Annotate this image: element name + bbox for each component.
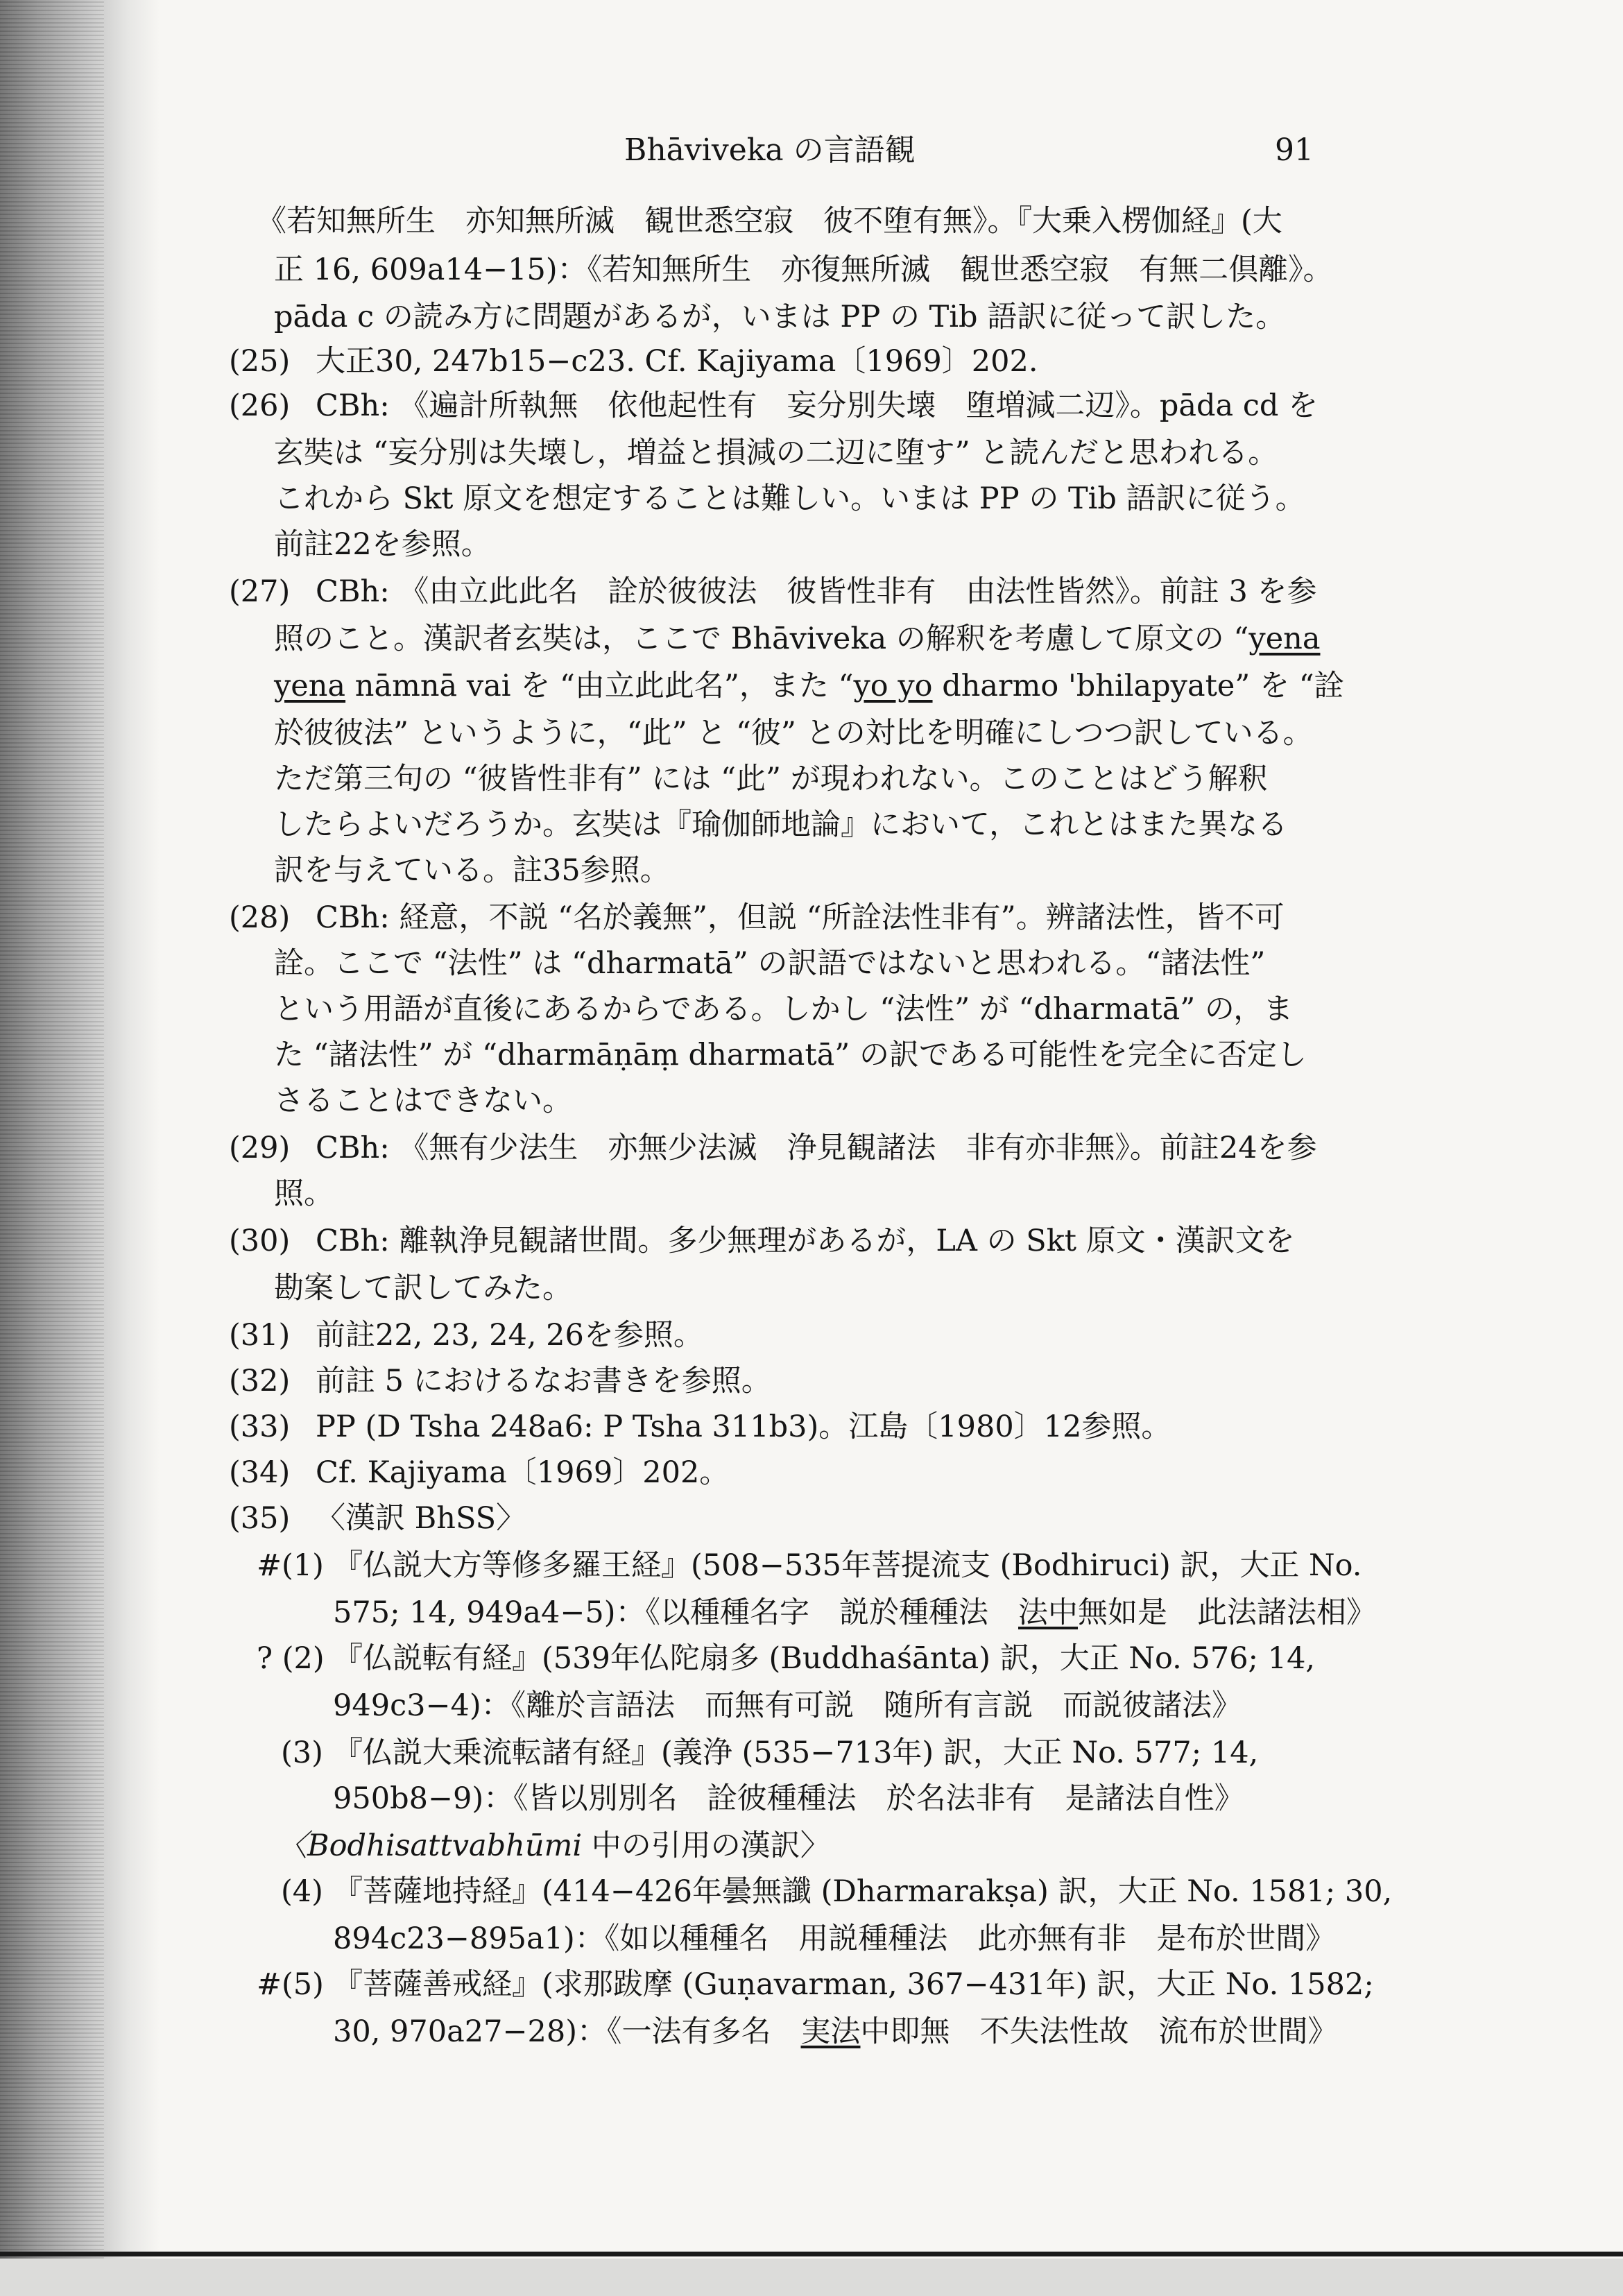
item-marker: ? (2) <box>257 1641 325 1676</box>
text-line <box>274 620 1320 658</box>
page-number: 91 <box>1275 132 1314 168</box>
text-line: 於彼彼法” というように，“此” と “彼” との対比を明確にしつつ訳している。 <box>274 716 1313 751</box>
text-line: 訳を与えている。註35参照。 <box>274 853 670 888</box>
text-line: CBh: 《由立此此名 詮於彼彼法 彼皆性非有 由法性皆然》。前註 3 を参 <box>316 574 1317 609</box>
text-line: という用語が直後にあるからである。しかし “法性” が “dharmatā” の，ま <box>274 992 1294 1027</box>
text-line: 894c23−895a1)：《如以種種名 用説種種法 此亦無有非 是布於世間》 <box>333 1921 1336 1956</box>
text-line: CBh: 《遍計所執無 依他起性有 妄分別失壊 堕増減二辺》。pāda cd を <box>316 388 1319 423</box>
scan-bottom-band <box>0 2259 1623 2296</box>
text-line: pāda c の読み方に問題があるが，いまは PP の Tib 語訳に従って訳した。 <box>274 300 1286 334</box>
item-marker: #(5) <box>257 1967 324 2002</box>
item-marker: (3) <box>281 1736 323 1770</box>
text-line: ただ第三句の “彼皆性非有” には “此” が現われない。このことはどう解釈 <box>274 762 1268 796</box>
underlined-term: 実法 <box>800 2014 861 2049</box>
footnote-number: (29) <box>229 1131 291 1165</box>
text-span: nāmnā vai を “由立此此名”，また “ <box>345 669 854 703</box>
text-line: CBh: 離執浄見観諸世間。多少無理があるが，LA の Skt 原文・漢訳文を <box>316 1224 1295 1258</box>
footnote-number: (30) <box>229 1224 291 1258</box>
text-line: 大正30, 247b15−c23. Cf. Kajiyama〔1969〕202. <box>316 344 1038 379</box>
text-line: 詮。ここで “法性” は “dharmatā” の訳語ではないと思われる。“諸法性” <box>274 946 1266 981</box>
underlined-term: yena <box>274 669 346 703</box>
text-line: 勘案して訳してみた。 <box>274 1271 572 1305</box>
text-line: た “諸法性” が “dharmāṇāṃ dharmatā” の訳である可能性を完全に否定し <box>274 1038 1307 1072</box>
text-line: PP (D Tsha 248a6: P Tsha 311b3)。江島〔1980〕12参照。 <box>316 1410 1171 1444</box>
text-line: 『菩薩地持経』(414−426年曇無讖 (Dharmarakṣa) 訳，大正 No. 1581; 30, <box>333 1874 1393 1909</box>
item-marker: #(1) <box>257 1548 324 1583</box>
text-span: 中の引用の漢訳〉 <box>582 1828 830 1863</box>
text-line: 『菩薩善戒経』(求那跋摩 (Guṇavarman, 367−431年) 訳，大正 No. 1582; <box>333 1967 1374 2002</box>
text-line: 《若知無所生 亦知無所滅 観世悉空寂 彼不堕有無》。『大乗入楞伽経』(大 <box>257 204 1282 239</box>
text-line: 〈漢訳 BhSS〉 <box>316 1501 526 1536</box>
text-span: 中即無 不失法性故 流布於世間》 <box>860 2014 1338 2049</box>
text-line: CBh: 《無有少法生 亦無少法滅 浄見観諸法 非有亦非無》。前註24を参 <box>316 1131 1317 1165</box>
text-line: さることはできない。 <box>274 1083 572 1118</box>
footnote-number: (35) <box>229 1501 291 1536</box>
underlined-term: 法中 <box>1018 1595 1079 1630</box>
text-line <box>277 1827 830 1865</box>
text-span: 無如是 此法諸法相》 <box>1078 1595 1377 1630</box>
text-line: 照。 <box>274 1176 334 1211</box>
text-line: 前註22を参照。 <box>274 527 491 562</box>
footnote-number: (34) <box>229 1455 291 1490</box>
text-span: dharmo 'bhilapyate” を “詮 <box>932 669 1344 703</box>
text-line: 『仏説大乗流転諸有経』(義浄 (535−713年) 訳，大正 No. 577; 14, <box>333 1736 1259 1770</box>
text-span: 〈Bodhisattvabhūmi <box>277 1828 583 1863</box>
underlined-term: yena <box>1248 622 1321 656</box>
text-line: 玄奘は “妄分別は失壊し，増益と損減の二辺に堕す” と読んだと思われる。 <box>274 436 1278 470</box>
spine-grain <box>0 0 104 2296</box>
footnote-number: (31) <box>229 1318 291 1353</box>
text-line: 950b8−9)：《皆以別別名 詮彼種種法 於名法非有 是諸法自性》 <box>333 1781 1244 1816</box>
text-line <box>274 667 1344 705</box>
text-line: したらよいだろうか。玄奘は『瑜伽師地論』において，これとはまた異なる <box>274 807 1288 842</box>
footnote-number: (26) <box>229 388 291 423</box>
text-line: 『仏説大方等修多羅王経』(508−535年菩提流支 (Bodhiruci) 訳，大正 No. <box>333 1548 1362 1583</box>
text-line: 949c3−4)：《離於言語法 而無有可説 随所有言説 而説彼諸法》 <box>333 1688 1242 1723</box>
text-span: 575; 14, 949a4−5)：《以種種名字 説於種種法 <box>333 1595 1019 1630</box>
bottom-rule <box>0 2252 1623 2256</box>
text-line: 正 16, 609a14−15)：《若知無所生 亦復無所滅 観世悉空寂 有無二倶離》。 <box>274 252 1333 287</box>
text-line: 『仏説転有経』(539年仏陀扇多 (Buddhaśānta) 訳，大正 No. 576; 14, <box>333 1641 1316 1676</box>
footnote-number: (33) <box>229 1410 291 1444</box>
item-marker: (4) <box>281 1874 323 1909</box>
text-line: CBh: 経意，不説 “名於義無”，但説 “所詮法性非有”。辨諸法性，皆不可 <box>316 900 1285 935</box>
footnote-number: (25) <box>229 344 291 379</box>
running-title: Bhāviveka の言語観 <box>624 132 916 168</box>
text-span: 照のこと。漢訳者玄奘は，ここで Bhāviveka の解釈を考慮して原文の “ <box>274 622 1249 656</box>
text-line <box>333 1594 1376 1631</box>
text-line: 前註22, 23, 24, 26を参照。 <box>316 1318 703 1353</box>
text-line <box>333 2013 1338 2050</box>
text-line: 前註 5 におけるなお書きを参照。 <box>316 1364 771 1398</box>
footnote-number: (27) <box>229 574 291 609</box>
underlined-term: yo yo <box>853 669 933 703</box>
text-line: これから Skt 原文を想定することは難しい。いまは PP の Tib 語訳に従う。 <box>274 481 1305 516</box>
footnote-number: (32) <box>229 1364 291 1398</box>
text-line: Cf. Kajiyama〔1969〕202。 <box>316 1455 730 1490</box>
text-span: 30, 970a27−28)：《一法有多名 <box>333 2014 801 2049</box>
footnote-number: (28) <box>229 900 291 935</box>
